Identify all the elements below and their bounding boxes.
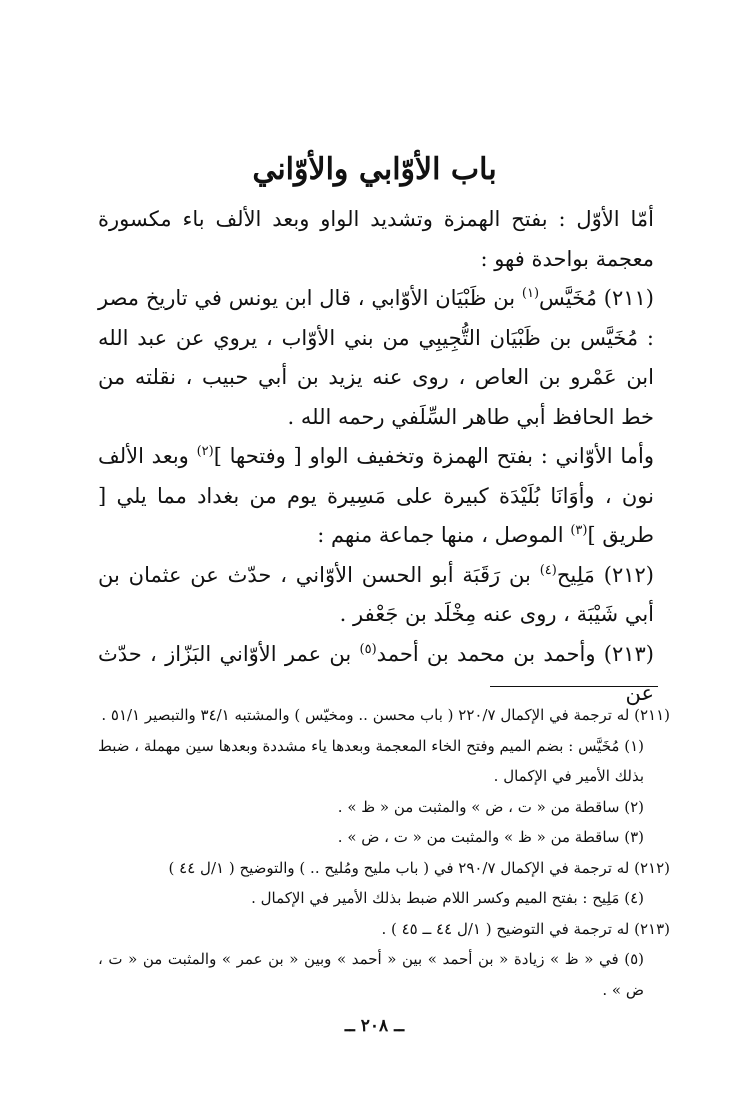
- footnote-ref: (٣): [570, 523, 588, 538]
- entry-name: مُخَيَّس: [539, 286, 597, 310]
- footnote-211: (٢١١) له ترجمة في الإكمال ٢٢٠/٧ ( باب محسن .. ومخيّس ) والمشتبه ٣٤/١ والتبصير ٥١/١ .: [101, 706, 670, 724]
- footnote-5: (٥) في « ظ » زيادة « بن أحمد » بين « أحمد » وبين « بن عمر » والمثبت من « ت ، ض » .: [98, 950, 644, 999]
- entry-name: وأحمد بن محمد بن أحمد: [376, 641, 596, 666]
- main-text: [98, 200, 654, 714]
- footnote-divider: [490, 686, 658, 687]
- footnote-2: (٢) ساقطة من « ت ، ض » والمثبت من « ظ » .: [337, 797, 644, 816]
- entry-text: بن ظَبْيَان الأوّابي ، قال ابن يونس في تاريخ مصر : مُخَيَّس بن ظَبْيَان التُّجِيبِي من بني الأوّاب ، يروي عن عبد الله ابن عَمْرو بن العاص ، روى عنه يزيد بن أبي حبيب ، نقلته من خط الحافظ أبي طاهر السِّلَفي رحمه الله .: [98, 286, 654, 429]
- footnote-4: (٤) مَلِيح : بفتح الميم وكسر اللام ضبط بذلك الأمير في الإكمال .: [251, 889, 644, 907]
- footnote-ref: (١): [521, 286, 540, 301]
- footnote-ref: (٤): [539, 562, 557, 578]
- intro-paragraph-1: أمّا الأوّل : بفتح الهمزة وتشديد الواو وبعد الألف باء مكسورة معجمة بواحدة فهو :: [98, 207, 654, 271]
- entry-number: (٢١٣): [603, 641, 654, 666]
- entry-number: (٢١١): [603, 286, 654, 310]
- footnote-212: (٢١٢) له ترجمة في الإكمال ٢٩٠/٧ في ( باب مليح ومُليح .. ) والتوضيح ( ١/ل ٤٤ ): [168, 858, 670, 877]
- chapter-title: باب الأوّابي والأوّاني: [252, 152, 497, 187]
- footnote-ref: (٢): [196, 444, 214, 459]
- footnotes: [98, 700, 670, 1005]
- page-number: ــ ٢٠٨ ــ: [344, 1016, 405, 1036]
- entry-211: [98, 279, 654, 437]
- intro-text: الموصل ، منها جماعة منهم :: [317, 523, 564, 547]
- entry-name: مَلِيح: [556, 562, 595, 587]
- footnote-213: (٢١٣) له ترجمة في التوضيح ( ١/ل ٤٤ ــ ٤٥ ) .: [381, 919, 670, 938]
- footnote-3: (٣) ساقطة من « ظ » والمثبت من « ت ، ض » .: [337, 828, 644, 846]
- intro-text: وبعد الألف نون ، وأوَانَا بُلَيْدَة كبيرة على مَسِيرة يوم من بغداد مما يلي [ طريق ]: [98, 444, 654, 547]
- entry-number: (٢١٢): [603, 562, 654, 587]
- intro-paragraph-2: [98, 437, 654, 556]
- entry-212: [98, 556, 654, 635]
- footnote-1: (١) مُخَيَّس : بضم الميم وفتح الخاء المعجمة وبعدها ياء مشددة وبعدها سين مهملة ، ضبط بذلك الأمير في الإكمال .: [98, 736, 644, 785]
- entry-text: بن عمر الأوّاني البَزّاز ، حدّث عن: [98, 641, 654, 705]
- entry-text: بن رَقَبَة أبو الحسن الأوّاني ، حدّث عن عثمان بن أبي شَيْبَة ، روى عنه مِخْلَد بن جَعْفر .: [98, 562, 654, 626]
- footnote-ref: (٥): [359, 641, 377, 657]
- intro-text: وأما الأوّاني : بفتح الهمزة وتخفيف الواو [ وفتحها ]: [213, 444, 655, 468]
